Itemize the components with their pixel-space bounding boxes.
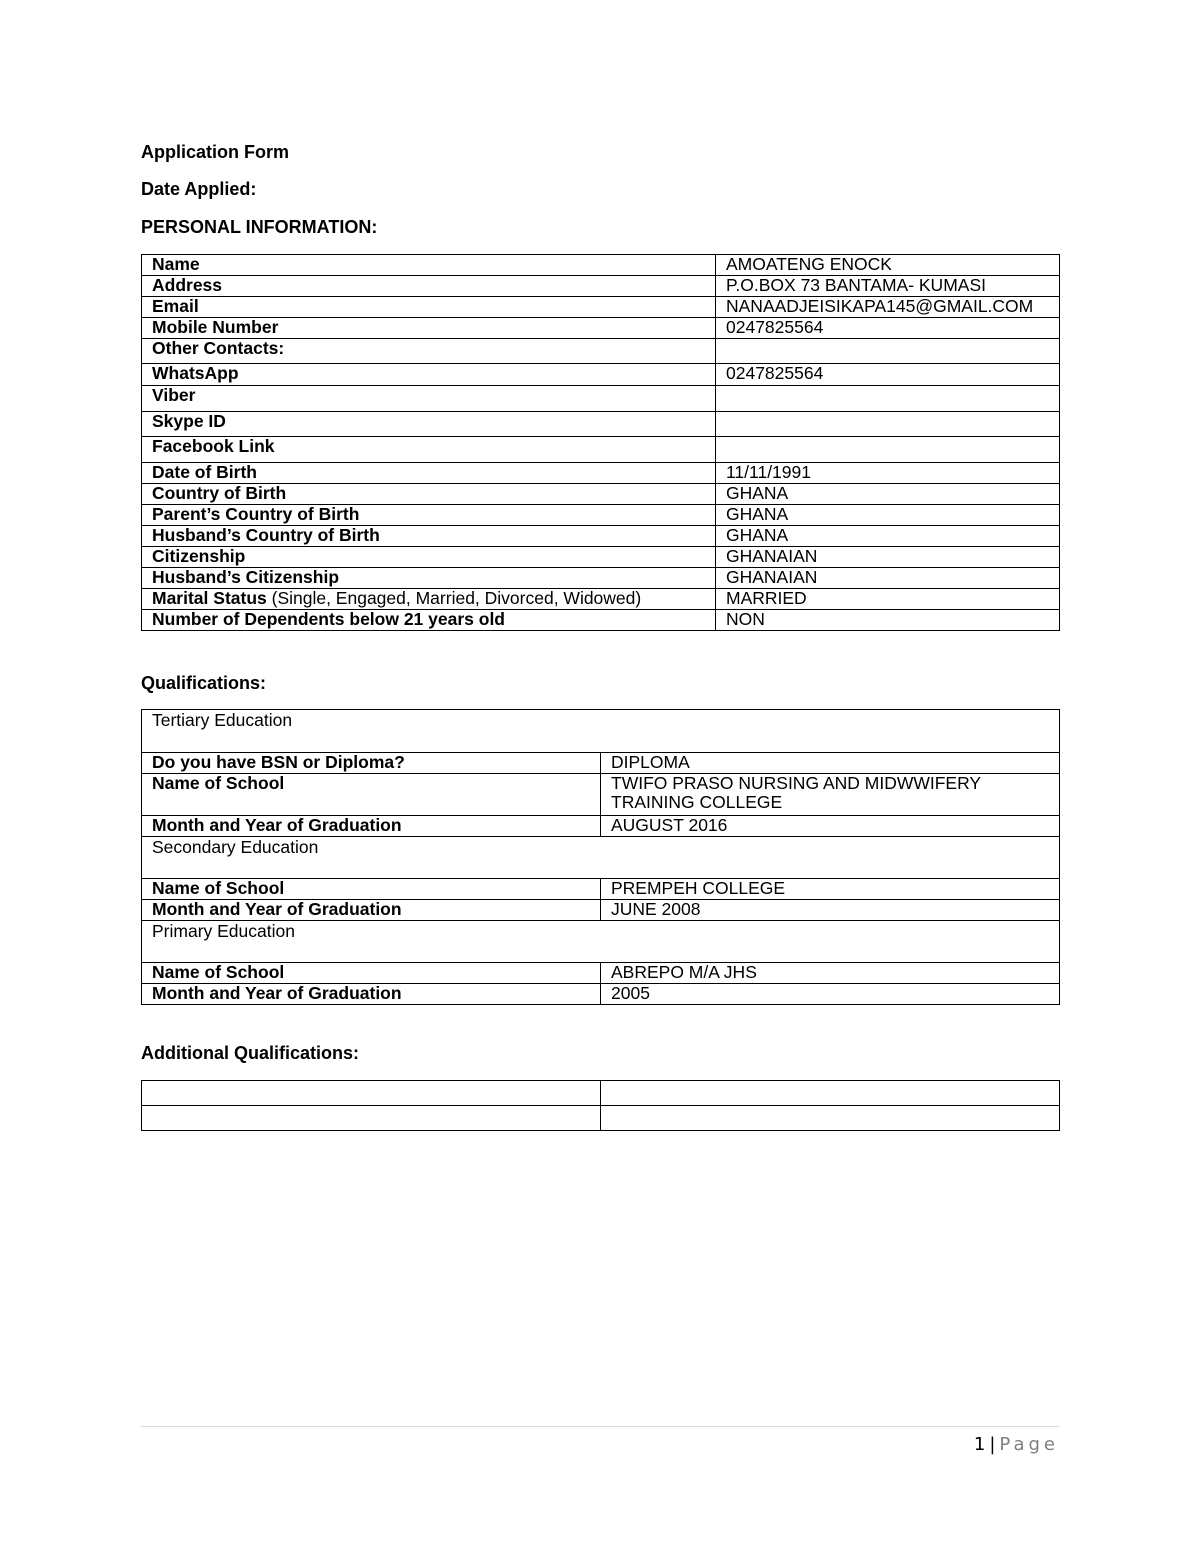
personal-info-table	[141, 254, 1060, 631]
table-row	[142, 774, 1060, 816]
name-label: Name	[142, 255, 716, 276]
husband-country-value[interactable]: GHANA	[716, 526, 1060, 547]
country-birth-label: Country of Birth	[142, 484, 716, 505]
table-row	[142, 1081, 1060, 1106]
facebook-value[interactable]	[716, 437, 1060, 463]
secondary-school-value[interactable]: PREMPEH COLLEGE	[601, 879, 1060, 900]
additional-cell[interactable]	[142, 1106, 601, 1131]
footer-divider	[141, 1426, 1059, 1427]
secondary-school-label: Name of School	[142, 879, 601, 900]
husband-citizenship-label: Husband’s Citizenship	[142, 568, 716, 589]
tertiary-heading: Tertiary Education	[142, 710, 1060, 753]
table-row	[142, 386, 1060, 412]
tertiary-grad-label: Month and Year of Graduation	[142, 816, 601, 837]
table-row	[142, 816, 1060, 837]
address-value[interactable]: P.O.BOX 73 BANTAMA- KUMASI	[716, 276, 1060, 297]
secondary-grad-value[interactable]: JUNE 2008	[601, 900, 1060, 921]
marital-label: Marital Status	[152, 588, 267, 608]
table-row	[142, 568, 1060, 589]
tertiary-grad-value[interactable]: AUGUST 2016	[601, 816, 1060, 837]
table-row	[142, 255, 1060, 276]
name-value[interactable]: AMOATENG ENOCK	[716, 255, 1060, 276]
table-row	[142, 318, 1060, 339]
table-row	[142, 879, 1060, 900]
citizenship-label: Citizenship	[142, 547, 716, 568]
table-row	[142, 753, 1060, 774]
footer-separator: |	[989, 1434, 996, 1455]
email-label: Email	[142, 297, 716, 318]
dob-label: Date of Birth	[142, 463, 716, 484]
additional-qualifications-heading: Additional Qualifications:	[141, 1043, 360, 1063]
primary-school-label: Name of School	[142, 963, 601, 984]
table-row	[142, 837, 1060, 879]
skype-label: Skype ID	[142, 412, 716, 437]
parent-country-value[interactable]: GHANA	[716, 505, 1060, 526]
table-row	[142, 900, 1060, 921]
skype-value[interactable]	[716, 412, 1060, 437]
primary-school-value[interactable]: ABREPO M/A JHS	[601, 963, 1060, 984]
dependents-value[interactable]: NON	[716, 610, 1060, 631]
primary-grad-value[interactable]: 2005	[601, 984, 1060, 1005]
table-row	[142, 437, 1060, 463]
other-contacts-label: Other Contacts:	[142, 339, 716, 364]
husband-citizenship-value[interactable]: GHANAIAN	[716, 568, 1060, 589]
address-label: Address	[142, 276, 716, 297]
page-footer	[974, 1434, 1059, 1455]
table-row	[142, 276, 1060, 297]
marital-options: (Single, Engaged, Married, Divorced, Widowed)	[266, 588, 642, 608]
viber-value[interactable]	[716, 386, 1060, 412]
facebook-label: Facebook Link	[142, 437, 716, 463]
personal-info-heading: PERSONAL INFORMATION:	[141, 217, 378, 237]
mobile-label: Mobile Number	[142, 318, 716, 339]
citizenship-value[interactable]: GHANAIAN	[716, 547, 1060, 568]
table-row	[142, 505, 1060, 526]
qualifications-table	[141, 709, 1060, 1005]
whatsapp-value[interactable]: 0247825564	[716, 364, 1060, 386]
table-row	[142, 710, 1060, 753]
table-row	[142, 526, 1060, 547]
table-row	[142, 610, 1060, 631]
tertiary-school-label: Name of School	[142, 774, 601, 816]
table-row	[142, 463, 1060, 484]
table-row	[142, 412, 1060, 437]
table-row	[142, 547, 1060, 568]
email-value[interactable]: NANAADJEISIKAPA145@GMAIL.COM	[716, 297, 1060, 318]
primary-grad-label: Month and Year of Graduation	[142, 984, 601, 1005]
page-number: 1	[973, 1434, 986, 1455]
table-row	[142, 297, 1060, 318]
dependents-label: Number of Dependents below 21 years old	[142, 610, 716, 631]
table-row	[142, 1106, 1060, 1131]
marital-value[interactable]: MARRIED	[716, 589, 1060, 610]
husband-country-label: Husband’s Country of Birth	[142, 526, 716, 547]
table-row	[142, 339, 1060, 364]
table-row	[142, 963, 1060, 984]
qualifications-heading: Qualifications:	[141, 673, 267, 693]
secondary-grad-label: Month and Year of Graduation	[142, 900, 601, 921]
viber-label: Viber	[142, 386, 716, 412]
table-row	[142, 484, 1060, 505]
bsn-label: Do you have BSN or Diploma?	[142, 753, 601, 774]
additional-cell[interactable]	[601, 1081, 1060, 1106]
parent-country-label: Parent’s Country of Birth	[142, 505, 716, 526]
country-birth-value[interactable]: GHANA	[716, 484, 1060, 505]
whatsapp-label: WhatsApp	[142, 364, 716, 386]
page-label: Page	[999, 1434, 1059, 1455]
additional-cell[interactable]	[601, 1106, 1060, 1131]
date-applied-label: Date Applied:	[141, 179, 257, 199]
table-row	[142, 984, 1060, 1005]
other-contacts-value[interactable]	[716, 339, 1060, 364]
tertiary-school-value[interactable]: TWIFO PRASO NURSING AND MIDWWIFERY TRAINING COLLEGE	[601, 774, 1060, 816]
form-title: Application Form	[141, 142, 289, 162]
table-row	[142, 921, 1060, 963]
marital-status-cell	[142, 589, 716, 610]
additional-cell[interactable]	[142, 1081, 601, 1106]
bsn-value[interactable]: DIPLOMA	[601, 753, 1060, 774]
primary-heading: Primary Education	[142, 921, 1060, 963]
additional-qualifications-table	[141, 1080, 1060, 1131]
secondary-heading: Secondary Education	[142, 837, 1060, 879]
table-row	[142, 364, 1060, 386]
dob-value[interactable]: 11/11/1991	[716, 463, 1060, 484]
mobile-value[interactable]: 0247825564	[716, 318, 1060, 339]
table-row	[142, 589, 1060, 610]
